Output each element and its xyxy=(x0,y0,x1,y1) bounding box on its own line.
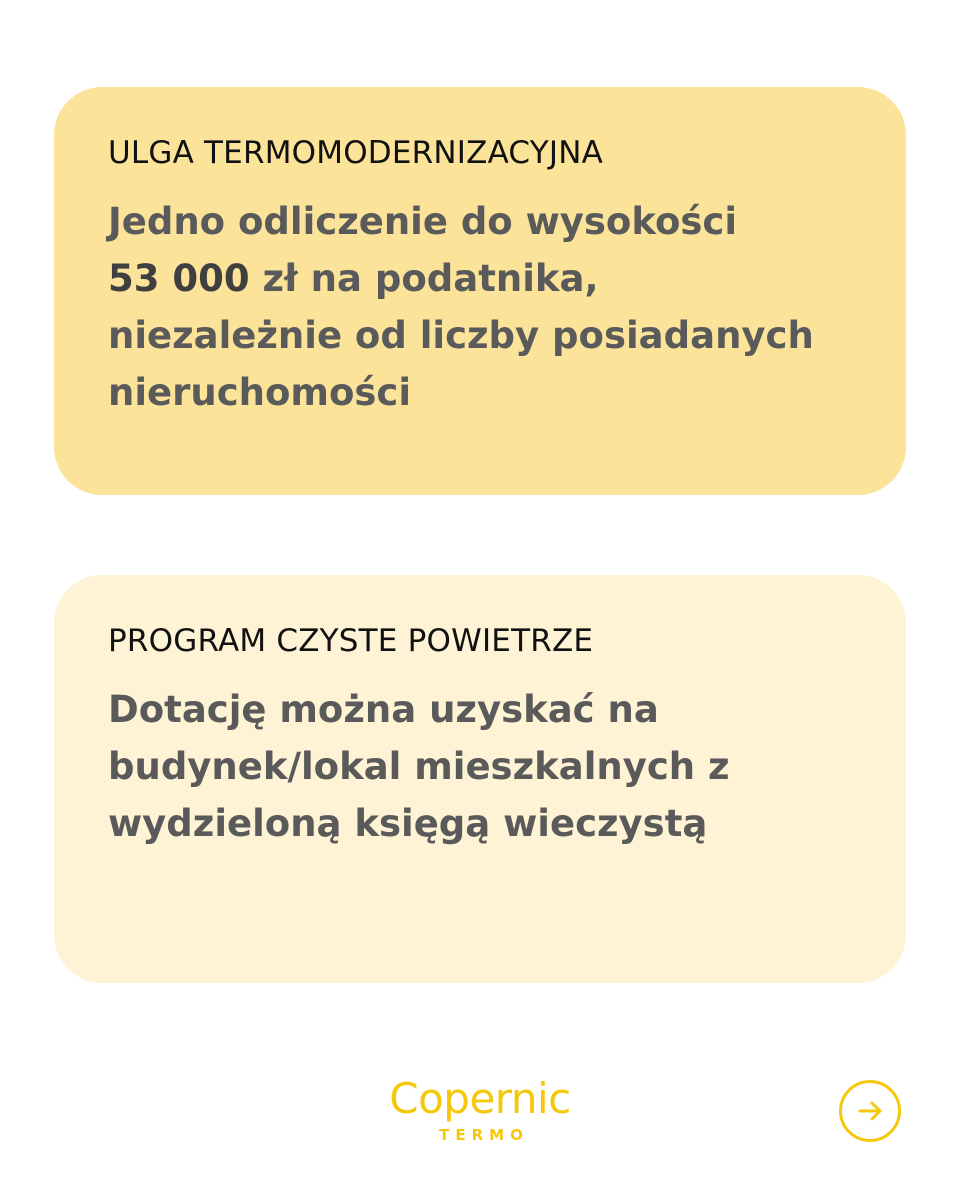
card-line: budynek/lokal mieszkalnych z xyxy=(108,745,730,788)
card-line: nieruchomości xyxy=(108,371,412,414)
card-description xyxy=(108,193,866,421)
copernic-termo-logo xyxy=(360,1072,600,1144)
card-czyste-powietrze xyxy=(54,575,906,983)
card-title: PROGRAM CZYSTE POWIETRZE xyxy=(108,623,594,659)
card-line: Dotację można uzyskać na xyxy=(108,688,659,731)
logo-wordmark: Copernic xyxy=(389,1074,571,1123)
card-description xyxy=(108,681,866,852)
card-line: wydzieloną księgą wieczystą xyxy=(108,802,708,845)
arrow-right-icon xyxy=(855,1096,885,1126)
logo-subtitle: TERMO xyxy=(439,1126,529,1144)
card-ulga xyxy=(54,87,906,495)
card-line: Jedno odliczenie do wysokości xyxy=(108,200,738,243)
card-line-with-amount xyxy=(108,250,866,307)
next-button[interactable] xyxy=(839,1080,901,1142)
card-line: zł na podatnika, xyxy=(262,257,599,300)
amount-highlight: 53 000 xyxy=(108,257,250,300)
card-line: niezależnie od liczby posiadanych xyxy=(108,314,814,357)
card-title: ULGA TERMOMODERNIZACYJNA xyxy=(108,135,604,171)
